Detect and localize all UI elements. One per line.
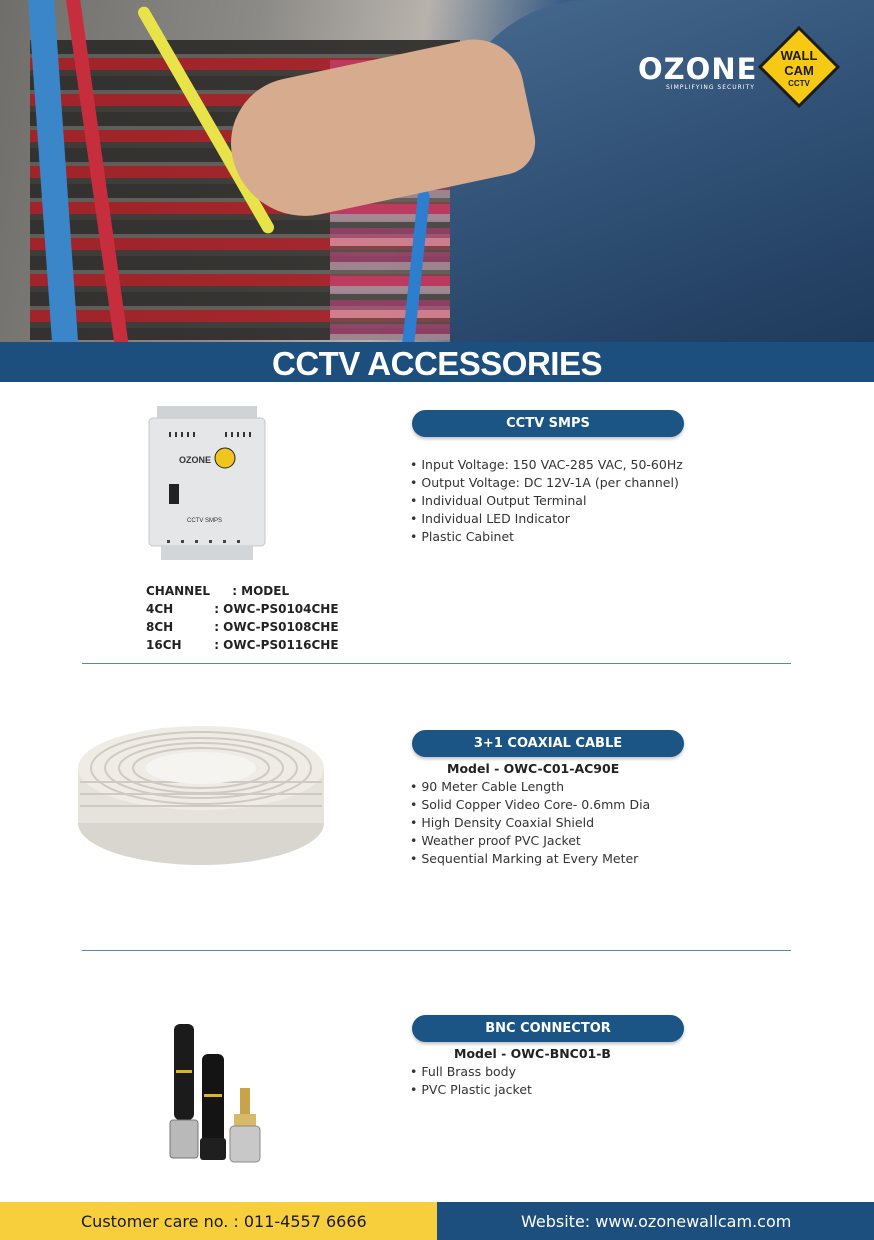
smps-ozone-label: OZONE	[179, 455, 212, 465]
table-cell-channel: 16CH	[146, 638, 182, 652]
list-item: • 90 Meter Cable Length	[410, 778, 650, 796]
table-row	[146, 600, 339, 618]
ozone-tagline: SIMPLIFYING SECURITY	[666, 84, 755, 91]
list-item: • Solid Copper Video Core- 0.6mm Dia	[410, 796, 650, 814]
list-item: • Individual LED Indicator	[410, 510, 683, 528]
smps-model-label: CCTV SMPS	[187, 518, 223, 524]
title-band	[0, 342, 874, 382]
list-item: • Plastic Cabinet	[410, 528, 683, 546]
table-cell-channel: 4CH	[146, 602, 174, 616]
table-cell-model: : OWC-PS0116CHE	[214, 638, 339, 652]
table-cell-channel: 8CH	[146, 620, 174, 634]
table-cell-model: : OWC-PS0108CHE	[214, 620, 339, 634]
badge-wall-text: WALL	[780, 48, 818, 63]
bnc-connector-image	[162, 1018, 272, 1166]
list-item: • Sequential Marking at Every Meter	[410, 850, 650, 868]
list-item: • Individual Output Terminal	[410, 492, 683, 510]
table-cell-model: : OWC-PS0104CHE	[214, 602, 339, 616]
smps-product-image	[147, 406, 267, 566]
section-divider	[82, 950, 791, 951]
bnc-model-label: Model - OWC-BNC01-B	[454, 1046, 611, 1061]
brand-logo	[638, 26, 848, 106]
coaxial-features-list	[410, 778, 650, 868]
badge-cam-text: CAM	[784, 63, 814, 78]
website-link[interactable]: Website: www.ozonewallcam.com	[521, 1212, 792, 1231]
coaxial-model-label: Model - OWC-C01-AC90E	[447, 761, 620, 776]
section-title-bnc: BNC CONNECTOR	[412, 1015, 684, 1042]
table-row	[146, 636, 339, 654]
table-header-channel: CHANNEL	[146, 584, 211, 598]
hero-photo	[0, 0, 874, 342]
table-header-model: : MODEL	[232, 584, 290, 598]
footer-customer-care-bar	[0, 1202, 437, 1240]
list-item: • High Density Coaxial Shield	[410, 814, 650, 832]
list-item: • Full Brass body	[410, 1063, 532, 1081]
smps-features-list	[410, 456, 683, 546]
footer-website-bar	[437, 1202, 874, 1240]
section-divider	[82, 663, 791, 664]
wallcam-badge-icon	[758, 26, 840, 108]
list-item: • Input Voltage: 150 VAC-285 VAC, 50-60Hz	[410, 456, 683, 474]
customer-care-text: Customer care no. : 011-4557 6666	[81, 1212, 367, 1231]
bnc-features-list	[410, 1063, 532, 1099]
smps-model-table	[146, 582, 339, 654]
ozone-logo-text: OZONE	[638, 52, 758, 86]
section-title-coaxial: 3+1 COAXIAL CABLE	[412, 730, 684, 757]
badge-cctv-text: CCTV	[788, 79, 810, 88]
list-item: • PVC Plastic jacket	[410, 1081, 532, 1099]
table-row	[146, 618, 339, 636]
list-item: • Output Voltage: DC 12V-1A (per channel)	[410, 474, 683, 492]
coaxial-cable-image	[76, 718, 326, 868]
section-title-smps: CCTV SMPS	[412, 410, 684, 437]
page-title: CCTV ACCESSORIES	[272, 345, 602, 382]
list-item: • Weather proof PVC Jacket	[410, 832, 650, 850]
table-header-row	[146, 582, 339, 600]
